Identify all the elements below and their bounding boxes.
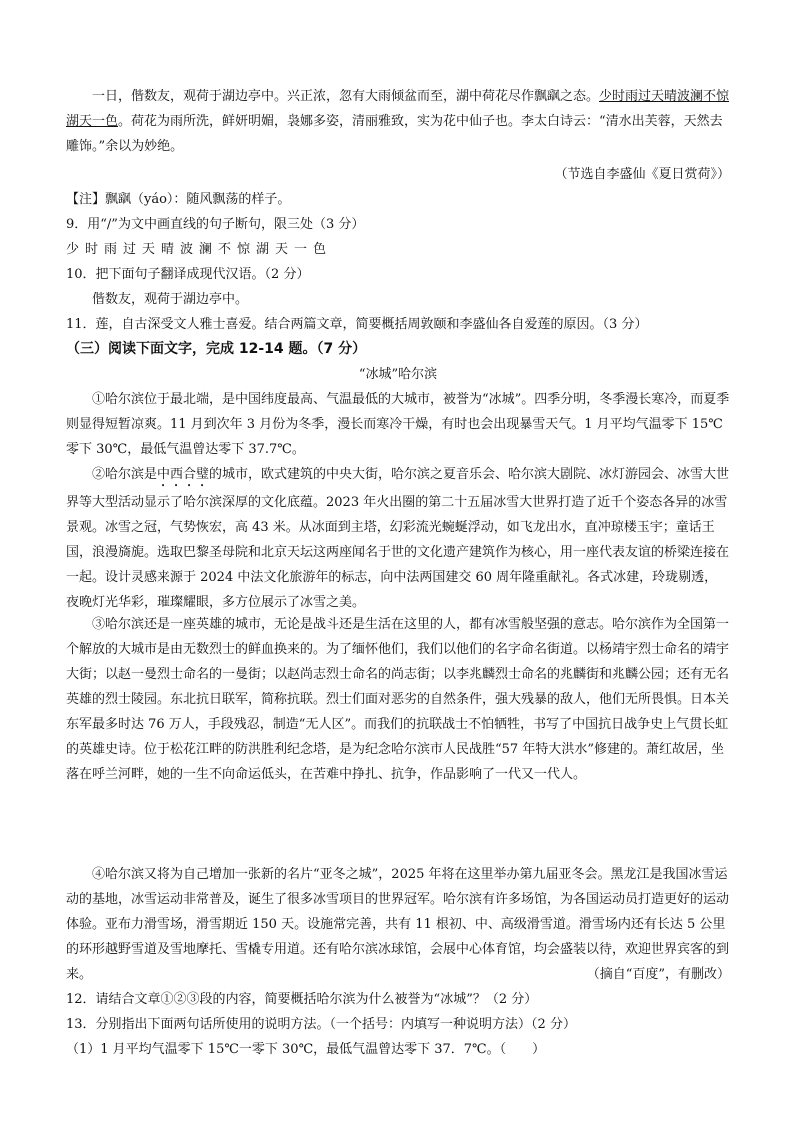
classical-source: （节选自李盛仙《夏日赏荷》） — [554, 167, 730, 182]
article-title: “冰城”哈尔滨 — [358, 367, 438, 382]
question-9-sentence: 少时雨过天晴波澜不惊湖天一色 — [66, 242, 333, 257]
article-paragraph-2 — [66, 462, 730, 615]
p2-text-a: ②哈尔滨是 — [92, 467, 158, 482]
article-paragraph-4: ④哈尔滨又将为自己增加一张新的名片“亚冬之城”，2025 年将在这里举办第九届亚冬会。黑龙江是我国冰雪运动的基地，冰雪运动非常普及，诞生了很多冰雪项目的世界冠军。哈尔滨有许多场馆，为各国运动员打造更好的运动体验。亚布力滑雪场，滑雪期近 150 天。设施常完善，共有 11 根初、中、高级滑雪道。滑雪场内还有长达 5 公里的环形越野雪道及雪地摩托、雪橇专用道。还有哈尔滨冰球馆，会展中心体育馆，均会盛装以待，欢迎世界宾客的到来。 — [66, 867, 730, 982]
dotted-phrase: 中西合璧 — [157, 467, 210, 482]
article-paragraph-1: ①哈尔滨位于最北端，是中国纬度最高、气温最低的大城市，被誉为“冰城”。四季分明，冬季漫长寒冷，而夏季则显得短暂凉爽。11 月到次年 3 月份为冬季，漫长而寒冷干燥，有时也会出现暴雪天气。1 月平均气温零下 15℃零下 30℃，最低气温曾达零下 37.7℃。 — [66, 392, 730, 457]
p2-text-b: 的城市，欧式建筑的中央大街，哈尔滨之夏音乐会、哈尔滨大剧院、冰灯游园会、冰雪大世界等大型活动显示了哈尔滨深厚的文化底蕴。2023 年火出圈的第二十五届冰雪大世界打造了近千个姿态各异的冰雪景观。冰雪之冠，气势恢宏，高 43 米。从冰面到主塔，幻彩流光蜿蜒浮动，如飞龙出水，直冲琼楼玉宇；童话王国，浪漫旖旎。选取巴黎圣母院和北京天坛这两座闻名于世的文化遗产建筑作为核心，用一座代表友谊的桥梁连接在一起。设计灵感来源于 2024 中法文化旅游年的标志，向中法两国建交 60 周年隆重献礼。各式冰建，玲珑剔透，夜晚灯光华彩，璀璨耀眼，多方位展示了冰雪之美。 — [66, 467, 730, 610]
classical-paragraph — [66, 84, 730, 159]
question-12: 12．请结合文章①②③段的内容，简要概括哈尔滨为什么被誉为“冰城”？（2 分） — [66, 992, 538, 1007]
article-source: （摘自“百度”，有删改） — [586, 967, 730, 982]
annotation-note: 【注】飘飖（yáo）：随风飘荡的样子。 — [66, 192, 291, 207]
question-10: 10．把下面句子翻译成现代汉语。（2 分） — [66, 267, 310, 282]
question-10-sentence: 偕数友，观荷于湖边亭中。 — [92, 292, 249, 307]
classical-text-b: 。荷花为雨所洗，鲜妍明媚，袅娜多姿，清丽雅致，实为花中仙子也。李太白诗云：“清水出芙蓉，天然去雕饰。”余以为妙绝。 — [66, 114, 723, 154]
question-9: 9．用“/”为文中画直线的句子断句，限三处（3 分） — [66, 217, 365, 232]
classical-text-a: 一日，偕数友，观荷于湖边亭中。兴正浓，忽有大雨倾盆而至，湖中荷花尽作飘飖之态。 — [92, 89, 600, 104]
question-13-item-1: （1）1 月平均气温零下 15℃一零下 30℃，最低气温曾达零下 37．7℃。（ ） — [66, 1042, 546, 1057]
question-13: 13．分别指出下面两句话所使用的说明方法。（一个括号：内填写一种说明方法）（2 分） — [66, 1017, 576, 1032]
article-paragraph-3: ③哈尔滨还是一座英雄的城市，无论是战斗还是生活在这里的人，都有冰雪般坚强的意志。哈尔滨作为全国第一个解放的大城市是由无数烈士的鲜血换来的。为了缅怀他们，我们以他们的名字命名街道。以杨靖宇烈士命名的靖宇大街；以赵一曼烈士命名的一曼街；以赵尚志烈士命名的尚志街；以李兆麟烈士命名的兆麟街和兆麟公园；还有无名英雄的烈士陵园。东北抗日联军，简称抗联。烈士们面对恶劣的自然条件，强大残暴的敌人，他们无所畏惧。日本关东军最多时达 76 万人，手段残忍，制造“无人区”。而我们的抗联战士不怕牺牲，书写了中国抗日战争史上气贯长虹的英雄史诗。位于松花江畔的防洪胜利纪念塔，是为纪念哈尔滨市人民战胜“57 年特大洪水”修建的。萧红故居，坐落在呼兰河畔，她的一生不向命运低头，在苦难中挣扎、抗争，作品影响了一代又一代人。 — [66, 617, 730, 782]
section-3-heading: （三）阅读下面文字，完成 12-14 题。（7 分） — [66, 341, 367, 357]
question-11: 11．莲，自古深受文人雅士喜爱。结合两篇文章，简要概括周敦颐和李盛仙各自爱莲的原因。（3 分） — [66, 317, 648, 332]
underlined-sentence: 少时雨过天晴波澜不惊湖天一色 — [66, 89, 730, 129]
